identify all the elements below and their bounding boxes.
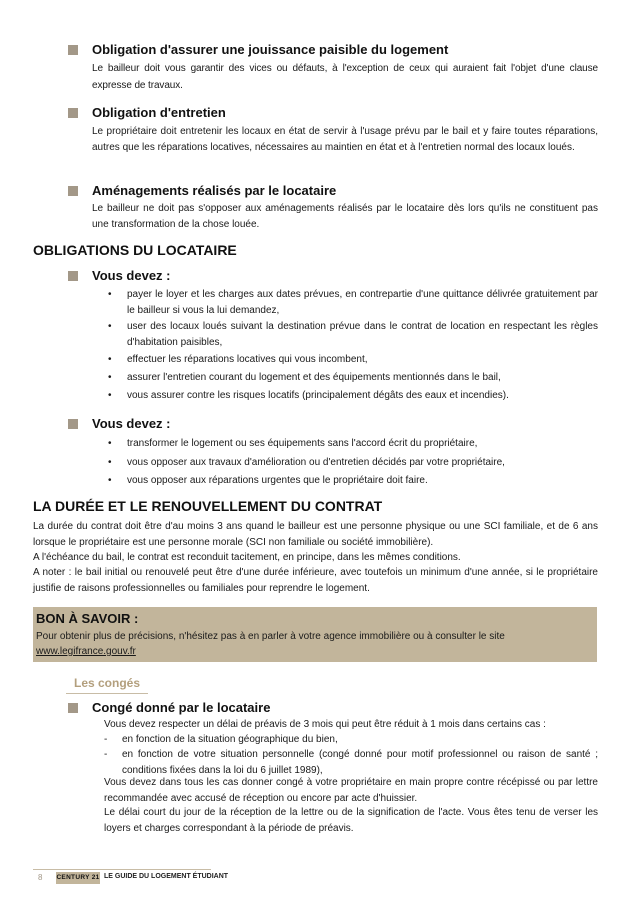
- list-item: vous opposer aux travaux d'amélioration ou d'entretien décidés par votre propriétaire,: [127, 457, 505, 468]
- subheading-conges: Les congés: [74, 676, 141, 690]
- tip-box: [33, 607, 597, 662]
- legifrance-link[interactable]: www.legifrance.gouv.fr: [36, 646, 136, 657]
- list-item: payer le loyer et les charges aux dates prévues, en contrepartie d'une quittance délivrée gratuitement par le bailleur si vous la lui demandez,: [127, 289, 598, 316]
- bullet-dot-icon: •: [108, 390, 112, 401]
- brand-badge: [56, 872, 100, 884]
- bullet-dot-icon: •: [108, 475, 112, 486]
- notice-paragraph: Le délai court du jour de la réception de la lettre ou de la signification de l'acte. Vous êtes tenu de verser les loyers et charges correspondant à la période de préavis.: [104, 807, 598, 834]
- guide-title: LE GUIDE DU LOGEMENT ÉTUDIANT: [104, 873, 229, 880]
- dash-marker: -: [104, 749, 108, 760]
- tip-box-text: Pour obtenir plus de précisions, n'hésitez pas à en parler à votre agence immobilière ou à consulter le site: [36, 631, 505, 642]
- duration-paragraph: A noter : le bail initial ou renouvelé peut être d'une durée inférieure, avec toutefois un minimum d'une année, si le propriétaire justifie de raisons professionnelles ou familiales pour reprendre le logement.: [33, 567, 598, 594]
- bullet-dot-icon: •: [108, 321, 112, 332]
- subheading-underline: [66, 693, 148, 694]
- list-item: vous assurer contre les risques locatifs (principalement dégâts des eaux et incendies).: [127, 390, 509, 401]
- brand-name: CENTURY 21: [56, 874, 100, 881]
- list-item: assurer l'entretien courant du logement et des équipements mentionnés dans le bail,: [127, 372, 501, 383]
- list-item: transformer le logement ou ses équipements sans l'accord écrit du propriétaire,: [127, 438, 478, 449]
- bullet-square-icon: [68, 703, 78, 713]
- notice-paragraph: Vous devez dans tous les cas donner congé à votre propriétaire en main propre contre récépissé ou par lettre recommandée avec accusé de réception ou encore par acte d'huissier.: [104, 777, 598, 804]
- bullet-square-icon: [68, 186, 78, 196]
- bullet-square-icon: [68, 419, 78, 429]
- obligation-title: Obligation d'assurer une jouissance paisible du logement: [92, 42, 449, 57]
- list-item: vous opposer aux réparations urgentes que le propriétaire doit faire.: [127, 475, 428, 486]
- section-heading: OBLIGATIONS DU LOCATAIRE: [33, 242, 237, 258]
- page-number: 8: [38, 873, 43, 882]
- list-item: en fonction de la situation géographique du bien,: [122, 734, 338, 745]
- footer-rule: [33, 869, 211, 870]
- obligation-text: Le bailleur ne doit pas s'opposer aux aménagements réalisés par le locataire dès lors qu'ils ne constituent pas une transformation de la chose louée.: [92, 203, 598, 230]
- obligation-text: Le bailleur doit vous garantir des vices ou défauts, à l'exception de ceux qui auraient fait l'objet d'une clause expresse de travaux.: [92, 63, 598, 91]
- bullet-dot-icon: •: [108, 289, 112, 300]
- bullet-dot-icon: •: [108, 457, 112, 468]
- must-title: Vous devez :: [92, 268, 171, 283]
- section-heading: LA DURÉE ET LE RENOUVELLEMENT DU CONTRAT: [33, 498, 383, 514]
- bullet-dot-icon: •: [108, 354, 112, 365]
- notice-title: Congé donné par le locataire: [92, 700, 271, 715]
- bullet-dot-icon: •: [108, 438, 112, 449]
- obligation-title: Obligation d'entretien: [92, 105, 226, 120]
- list-item: effectuer les réparations locatives qui vous incombent,: [127, 354, 368, 365]
- duration-paragraph: A l'échéance du bail, le contrat est reconduit tacitement, en principe, dans les mêmes conditions.: [33, 552, 461, 563]
- obligation-text: Le propriétaire doit entretenir les locaux en état de servir à l'usage prévu par le bail et y faire toutes réparations, autres que les réparations locatives, nécessaires au maintien en état et à l'entretien normal des locaux loués.: [92, 126, 598, 153]
- duration-paragraph: La durée du contrat doit être d'au moins 3 ans quand le bailleur est une personne physique ou une SCI familiale, et de 6 ans lorsque le propriétaire est une personne morale (SCI non familiale ou société immobilière).: [33, 521, 598, 548]
- must-not-title: Vous devez :: [92, 416, 171, 431]
- bullet-square-icon: [68, 271, 78, 281]
- bullet-dot-icon: •: [108, 372, 112, 383]
- bullet-square-icon: [68, 108, 78, 118]
- list-item: en fonction de votre situation personnelle (congé donné pour motif professionnel ou raison de santé ; conditions fixées dans la loi du 6 juillet 1989),: [122, 749, 598, 776]
- list-item: user des locaux loués suivant la destination prévue dans le contrat de location en respectant les règles d'habitation paisibles,: [127, 321, 598, 348]
- obligation-title: Aménagements réalisés par le locataire: [92, 183, 337, 198]
- notice-intro: Vous devez respecter un délai de préavis de 3 mois qui peut être réduit à 1 mois dans certains cas :: [104, 719, 546, 730]
- tip-box-title: BON À SAVOIR :: [36, 611, 139, 626]
- bullet-square-icon: [68, 45, 78, 55]
- dash-marker: -: [104, 734, 108, 745]
